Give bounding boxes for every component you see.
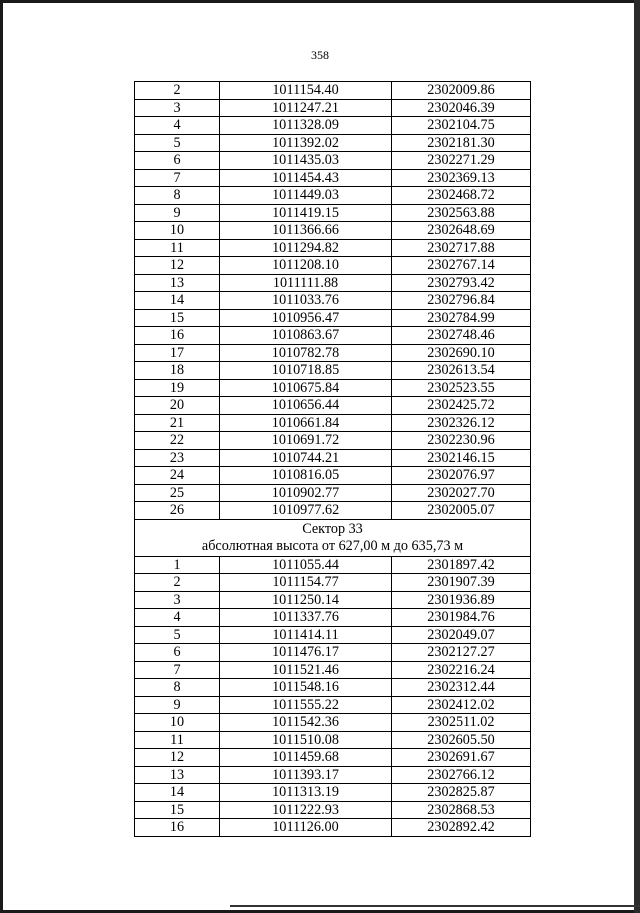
table-row <box>135 99 531 117</box>
table-row <box>135 467 531 485</box>
point-number-cell: 9 <box>135 204 220 222</box>
table-row <box>135 117 531 135</box>
y-coordinate-cell: 2302766.12 <box>392 766 531 784</box>
y-coordinate-cell: 2302690.10 <box>392 344 531 362</box>
section-subtitle: абсолютная высота от 627,00 м до 635,73 м <box>201 537 464 554</box>
table-row <box>135 484 531 502</box>
point-number-cell: 2 <box>135 574 220 592</box>
table-row <box>135 696 531 714</box>
section-header-row <box>135 519 531 556</box>
x-coordinate-cell: 1010661.84 <box>220 414 392 432</box>
table-row <box>135 379 531 397</box>
x-coordinate-cell: 1010977.62 <box>220 502 392 520</box>
y-coordinate-cell: 2302312.44 <box>392 679 531 697</box>
table-row <box>135 731 531 749</box>
x-coordinate-cell: 1011454.43 <box>220 169 392 187</box>
y-coordinate-cell: 2302523.55 <box>392 379 531 397</box>
point-number-cell: 12 <box>135 257 220 275</box>
y-coordinate-cell: 2302868.53 <box>392 801 531 819</box>
point-number-cell: 14 <box>135 292 220 310</box>
table-row <box>135 626 531 644</box>
table-row <box>135 187 531 205</box>
y-coordinate-cell: 2302717.88 <box>392 239 531 257</box>
point-number-cell: 4 <box>135 609 220 627</box>
table-row <box>135 82 531 100</box>
table-row <box>135 169 531 187</box>
y-coordinate-cell: 2302425.72 <box>392 397 531 415</box>
table-row <box>135 574 531 592</box>
x-coordinate-cell: 1011154.77 <box>220 574 392 592</box>
x-coordinate-cell: 1011033.76 <box>220 292 392 310</box>
table-row <box>135 397 531 415</box>
table-row <box>135 749 531 767</box>
x-coordinate-cell: 1011548.16 <box>220 679 392 697</box>
point-number-cell: 20 <box>135 397 220 415</box>
x-coordinate-cell: 1011459.68 <box>220 749 392 767</box>
x-coordinate-cell: 1011521.46 <box>220 661 392 679</box>
point-number-cell: 4 <box>135 117 220 135</box>
y-coordinate-cell: 2302127.27 <box>392 644 531 662</box>
point-number-cell: 6 <box>135 152 220 170</box>
y-coordinate-cell: 2302605.50 <box>392 731 531 749</box>
point-number-cell: 18 <box>135 362 220 380</box>
x-coordinate-cell: 1011055.44 <box>220 556 392 574</box>
table-row <box>135 292 531 310</box>
x-coordinate-cell: 1011337.76 <box>220 609 392 627</box>
y-coordinate-cell: 2302767.14 <box>392 257 531 275</box>
x-coordinate-cell: 1010863.67 <box>220 327 392 345</box>
x-coordinate-cell: 1011222.93 <box>220 801 392 819</box>
point-number-cell: 10 <box>135 222 220 240</box>
y-coordinate-cell: 2302412.02 <box>392 696 531 714</box>
table-row <box>135 449 531 467</box>
x-coordinate-cell: 1010816.05 <box>220 467 392 485</box>
y-coordinate-cell: 2302230.96 <box>392 432 531 450</box>
x-coordinate-cell: 1011328.09 <box>220 117 392 135</box>
table-body-top <box>135 82 531 520</box>
table-row <box>135 661 531 679</box>
table-row <box>135 257 531 275</box>
y-coordinate-cell: 2302825.87 <box>392 784 531 802</box>
table-row <box>135 714 531 732</box>
table-row <box>135 556 531 574</box>
point-number-cell: 17 <box>135 344 220 362</box>
table-row <box>135 134 531 152</box>
point-number-cell: 15 <box>135 801 220 819</box>
table-row <box>135 591 531 609</box>
x-coordinate-cell: 1011476.17 <box>220 644 392 662</box>
point-number-cell: 22 <box>135 432 220 450</box>
y-coordinate-cell: 2302648.69 <box>392 222 531 240</box>
point-number-cell: 14 <box>135 784 220 802</box>
table-row <box>135 502 531 520</box>
point-number-cell: 16 <box>135 327 220 345</box>
point-number-cell: 12 <box>135 749 220 767</box>
x-coordinate-cell: 1011126.00 <box>220 819 392 837</box>
y-coordinate-cell: 2302748.46 <box>392 327 531 345</box>
x-coordinate-cell: 1011313.19 <box>220 784 392 802</box>
x-coordinate-cell: 1010718.85 <box>220 362 392 380</box>
page-number: 358 <box>311 48 329 62</box>
y-coordinate-cell: 2302563.88 <box>392 204 531 222</box>
point-number-cell: 24 <box>135 467 220 485</box>
point-number-cell: 13 <box>135 766 220 784</box>
point-number-cell: 16 <box>135 819 220 837</box>
x-coordinate-cell: 1010744.21 <box>220 449 392 467</box>
table-row <box>135 204 531 222</box>
y-coordinate-cell: 2301897.42 <box>392 556 531 574</box>
x-coordinate-cell: 1010691.72 <box>220 432 392 450</box>
x-coordinate-cell: 1011208.10 <box>220 257 392 275</box>
y-coordinate-cell: 2301936.89 <box>392 591 531 609</box>
y-coordinate-cell: 2302076.97 <box>392 467 531 485</box>
y-coordinate-cell: 2302691.67 <box>392 749 531 767</box>
point-number-cell: 9 <box>135 696 220 714</box>
section-header-cell <box>135 519 531 556</box>
y-coordinate-cell: 2302326.12 <box>392 414 531 432</box>
x-coordinate-cell: 1011555.22 <box>220 696 392 714</box>
table-row <box>135 274 531 292</box>
y-coordinate-cell: 2302027.70 <box>392 484 531 502</box>
table-row <box>135 362 531 380</box>
point-number-cell: 19 <box>135 379 220 397</box>
point-number-cell: 8 <box>135 187 220 205</box>
table-row <box>135 239 531 257</box>
y-coordinate-cell: 2302049.07 <box>392 626 531 644</box>
table-row <box>135 432 531 450</box>
x-coordinate-cell: 1011250.14 <box>220 591 392 609</box>
x-coordinate-cell: 1011435.03 <box>220 152 392 170</box>
x-coordinate-cell: 1011392.02 <box>220 134 392 152</box>
point-number-cell: 3 <box>135 99 220 117</box>
x-coordinate-cell: 1010782.78 <box>220 344 392 362</box>
point-number-cell: 7 <box>135 169 220 187</box>
y-coordinate-cell: 2302784.99 <box>392 309 531 327</box>
scan-bottom-edge <box>230 905 640 907</box>
point-number-cell: 25 <box>135 484 220 502</box>
table-row <box>135 222 531 240</box>
y-coordinate-cell: 2302793.42 <box>392 274 531 292</box>
table-row <box>135 819 531 837</box>
section-title: Сектор 33 <box>302 520 363 537</box>
table-row <box>135 784 531 802</box>
y-coordinate-cell: 2301907.39 <box>392 574 531 592</box>
y-coordinate-cell: 2302005.07 <box>392 502 531 520</box>
x-coordinate-cell: 1011247.21 <box>220 99 392 117</box>
point-number-cell: 5 <box>135 626 220 644</box>
y-coordinate-cell: 2302892.42 <box>392 819 531 837</box>
x-coordinate-cell: 1011510.08 <box>220 731 392 749</box>
y-coordinate-cell: 2302369.13 <box>392 169 531 187</box>
y-coordinate-cell: 2302009.86 <box>392 82 531 100</box>
table-row <box>135 766 531 784</box>
x-coordinate-cell: 1011154.40 <box>220 82 392 100</box>
table-row <box>135 609 531 627</box>
point-number-cell: 5 <box>135 134 220 152</box>
point-number-cell: 23 <box>135 449 220 467</box>
y-coordinate-cell: 2302468.72 <box>392 187 531 205</box>
x-coordinate-cell: 1011294.82 <box>220 239 392 257</box>
y-coordinate-cell: 2302046.39 <box>392 99 531 117</box>
x-coordinate-cell: 1011393.17 <box>220 766 392 784</box>
y-coordinate-cell: 2302181.30 <box>392 134 531 152</box>
x-coordinate-cell: 1010956.47 <box>220 309 392 327</box>
x-coordinate-cell: 1011449.03 <box>220 187 392 205</box>
y-coordinate-cell: 2302216.24 <box>392 661 531 679</box>
point-number-cell: 10 <box>135 714 220 732</box>
y-coordinate-cell: 2302146.15 <box>392 449 531 467</box>
x-coordinate-cell: 1011414.11 <box>220 626 392 644</box>
point-number-cell: 1 <box>135 556 220 574</box>
table-row <box>135 327 531 345</box>
y-coordinate-cell: 2301984.76 <box>392 609 531 627</box>
table-row <box>135 344 531 362</box>
table-body-bottom <box>135 556 531 836</box>
table-row <box>135 801 531 819</box>
section-header-group <box>135 519 531 556</box>
point-number-cell: 15 <box>135 309 220 327</box>
table-row <box>135 309 531 327</box>
point-number-cell: 8 <box>135 679 220 697</box>
point-number-cell: 11 <box>135 239 220 257</box>
x-coordinate-cell: 1010656.44 <box>220 397 392 415</box>
table-row <box>135 679 531 697</box>
x-coordinate-cell: 1011111.88 <box>220 274 392 292</box>
table-row <box>135 152 531 170</box>
coordinates-table <box>134 81 531 837</box>
y-coordinate-cell: 2302271.29 <box>392 152 531 170</box>
x-coordinate-cell: 1010902.77 <box>220 484 392 502</box>
point-number-cell: 26 <box>135 502 220 520</box>
scan-shadow-edge <box>634 0 640 913</box>
point-number-cell: 21 <box>135 414 220 432</box>
x-coordinate-cell: 1011419.15 <box>220 204 392 222</box>
x-coordinate-cell: 1010675.84 <box>220 379 392 397</box>
table-row <box>135 644 531 662</box>
x-coordinate-cell: 1011366.66 <box>220 222 392 240</box>
y-coordinate-cell: 2302511.02 <box>392 714 531 732</box>
point-number-cell: 7 <box>135 661 220 679</box>
y-coordinate-cell: 2302104.75 <box>392 117 531 135</box>
y-coordinate-cell: 2302796.84 <box>392 292 531 310</box>
point-number-cell: 11 <box>135 731 220 749</box>
point-number-cell: 3 <box>135 591 220 609</box>
point-number-cell: 13 <box>135 274 220 292</box>
point-number-cell: 6 <box>135 644 220 662</box>
table-row <box>135 414 531 432</box>
x-coordinate-cell: 1011542.36 <box>220 714 392 732</box>
y-coordinate-cell: 2302613.54 <box>392 362 531 380</box>
point-number-cell: 2 <box>135 82 220 100</box>
